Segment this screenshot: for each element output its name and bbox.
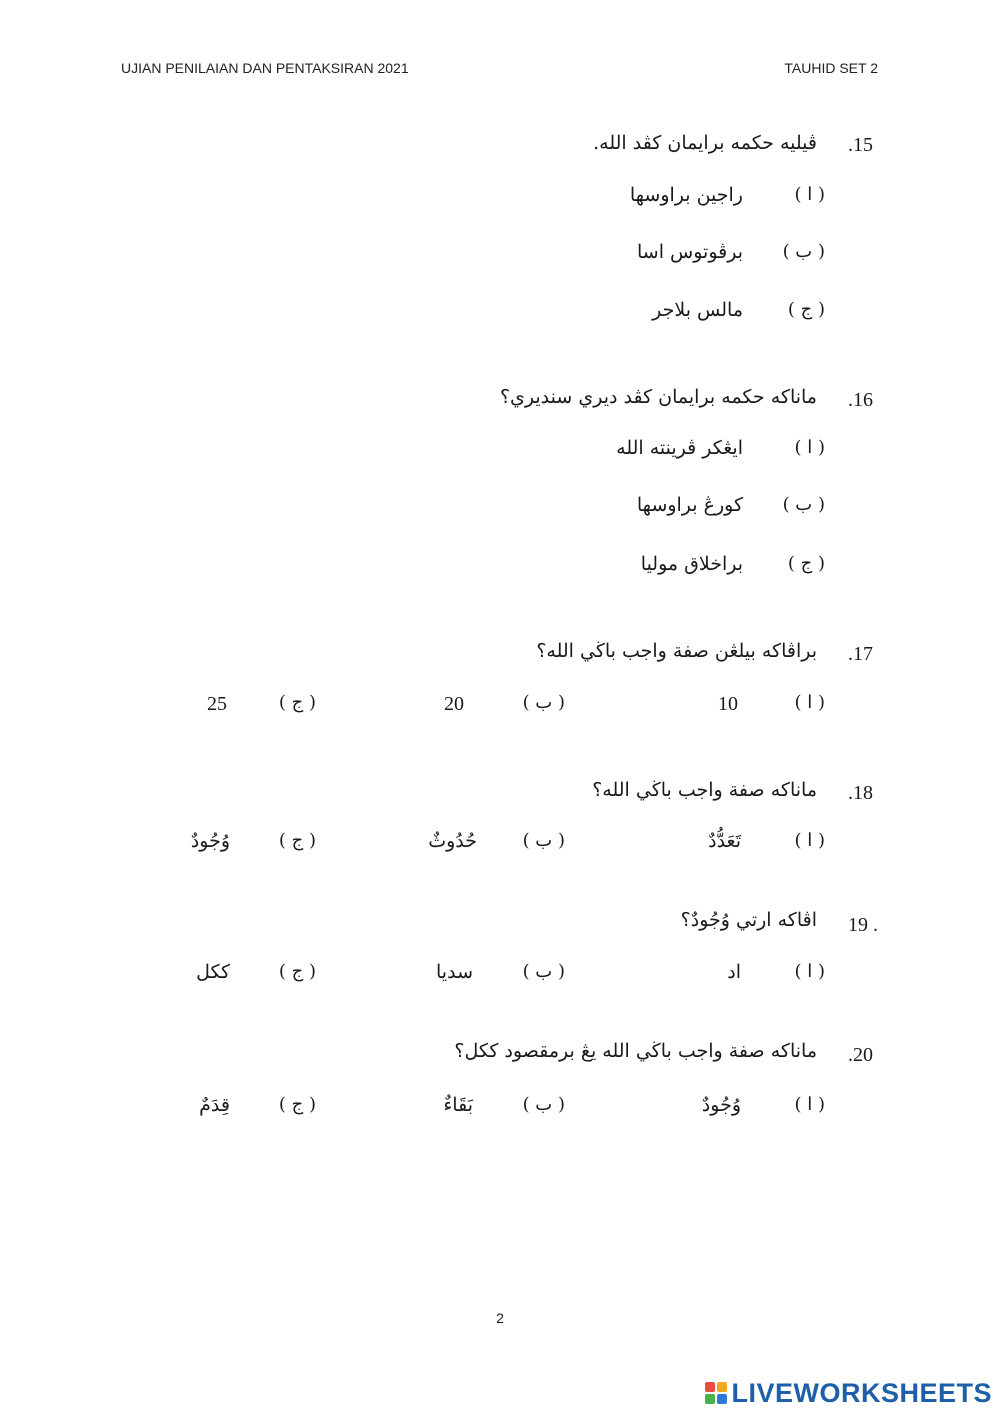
option-label: ( ب ) (522, 692, 565, 713)
question-text: براڤاکه بيلڠن صفة واجب باڬي الله؟ (536, 640, 817, 662)
option-label: ( ب ) (522, 1094, 565, 1115)
logo-square-icon (717, 1394, 727, 1404)
logo-square-icon (705, 1382, 715, 1392)
option-b (400, 830, 565, 862)
option-text: ايڠکر ڤرينته الله (616, 437, 743, 459)
option-label: ( ب ) (522, 961, 565, 982)
question-number: 19 . (848, 914, 878, 936)
liveworksheets-logo-icon (705, 1382, 727, 1404)
question-text: ڤيليه حکمه برايمان کڤد الله. (593, 132, 817, 154)
option-text: مالس بلاجر (652, 299, 743, 321)
question-number: .16 (848, 389, 873, 411)
option-label: ( ا ) (794, 961, 825, 982)
option-b (590, 494, 825, 526)
question-text: ماناکه صفة واجب باڬي الله؟ (592, 779, 817, 801)
option-label: ( ج ) (278, 961, 316, 982)
question-text: ماناکه صفة واجب باڬي الله يڠ برمقصود ککل؟ (454, 1040, 817, 1062)
question-number: .17 (848, 643, 873, 665)
watermark-brand: LIVEWORKSHEETS (731, 1377, 992, 1408)
option-text: راجين براوسها (629, 184, 743, 206)
option-c (190, 692, 316, 724)
option-label: ( ا ) (794, 437, 825, 458)
option-c (170, 961, 316, 993)
option-b (590, 241, 825, 273)
option-text: وُجُودٌ (701, 1094, 741, 1116)
option-b (430, 692, 565, 724)
option-c (170, 1094, 316, 1126)
option-label: ( ج ) (787, 299, 825, 320)
option-text: 10 (718, 693, 738, 715)
option-text: سديا (436, 961, 473, 983)
option-a (690, 830, 825, 862)
option-text: قِدَمٌ (199, 1094, 230, 1116)
header-set-label: TAUHID SET 2 (784, 60, 878, 76)
option-text: تَعَدُّدٌ (708, 830, 741, 852)
option-a (590, 184, 825, 216)
header-exam-title: UJIAN PENILAIAN DAN PENTAKSIRAN 2021 (121, 60, 409, 76)
option-b (400, 1094, 565, 1126)
option-label: ( ج ) (278, 830, 316, 851)
liveworksheets-watermark (705, 1379, 992, 1407)
question-number: .20 (848, 1044, 873, 1066)
option-label: ( ا ) (794, 184, 825, 205)
option-text: 25 (207, 693, 227, 715)
option-label: ( ا ) (794, 692, 825, 713)
option-label: ( ج ) (787, 553, 825, 574)
option-text: کورڠ براوسها (636, 494, 743, 516)
question-number: .15 (848, 134, 873, 156)
question-text: اڤاکه ارتي وُجُودٌ؟ (680, 909, 817, 931)
page-number: 2 (496, 1310, 504, 1326)
option-c (590, 299, 825, 331)
option-label: ( ا ) (794, 1094, 825, 1115)
logo-square-icon (717, 1382, 727, 1392)
option-label: ( ا ) (794, 830, 825, 851)
option-text: برڤوتوس اسا (637, 241, 743, 263)
option-a (590, 437, 825, 469)
logo-square-icon (705, 1394, 715, 1404)
option-text: براخلاق موليا (640, 553, 743, 575)
question-number: .18 (848, 782, 873, 804)
option-label: ( ب ) (782, 241, 825, 262)
option-text: حُدُوثٌ (428, 830, 477, 852)
option-text: وُجُودٌ (190, 830, 230, 852)
option-label: ( ب ) (782, 494, 825, 515)
option-label: ( ج ) (278, 1094, 316, 1115)
option-a (700, 961, 825, 993)
option-a (690, 1094, 825, 1126)
option-text: بَقَاءٌ (443, 1094, 473, 1116)
option-label: ( ب ) (522, 830, 565, 851)
question-text: ماناکه حکمه برايمان کڤد ديري سنديري؟ (499, 386, 817, 408)
option-b (400, 961, 565, 993)
option-c (170, 830, 316, 862)
option-text: ککل (196, 961, 230, 983)
option-text: اد (727, 961, 741, 983)
option-c (590, 553, 825, 585)
option-text: 20 (444, 693, 464, 715)
option-a (700, 692, 825, 724)
option-label: ( ج ) (278, 692, 316, 713)
